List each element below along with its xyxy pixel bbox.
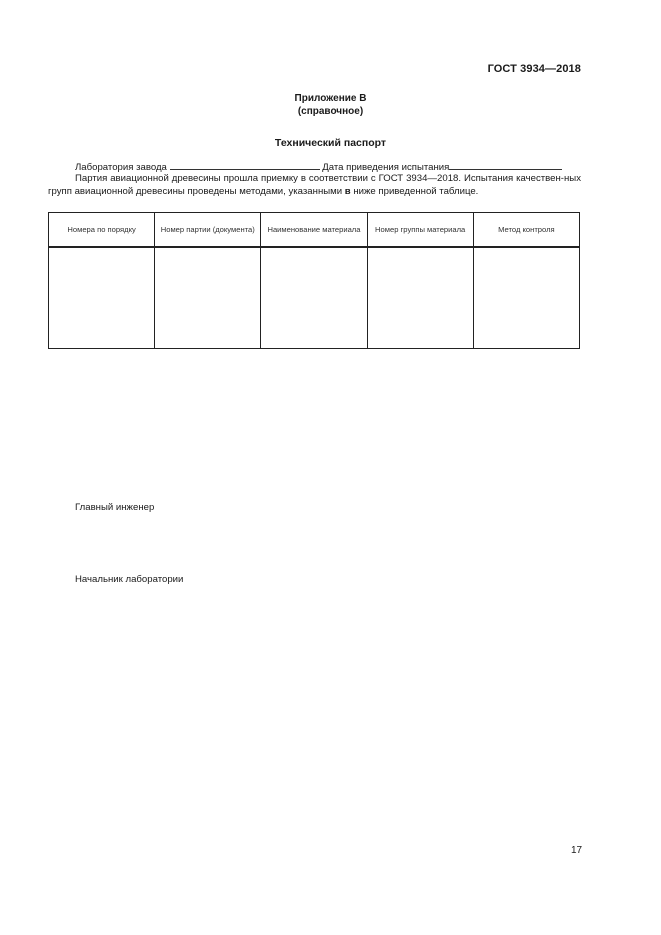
column-header: Номер партии (документа)	[155, 213, 261, 248]
column-header: Номера по порядку	[49, 213, 155, 248]
table-header-row	[49, 213, 580, 248]
acceptance-paragraph	[48, 172, 581, 198]
page-number: 17	[571, 845, 583, 856]
test-date-label: Дата приведения испытания	[322, 162, 450, 173]
lab-head-label: Начальник лаборатории	[75, 574, 184, 585]
table-cell	[367, 247, 473, 349]
document-title: Технический паспорт	[274, 137, 387, 149]
annex-title: Приложение В	[294, 93, 367, 104]
table-row	[49, 247, 580, 349]
column-header: Метод контроля	[473, 213, 579, 248]
passport-table	[48, 212, 580, 349]
table-cell	[155, 247, 261, 349]
annex-heading	[0, 92, 661, 118]
lab-label: Лаборатория завода	[75, 162, 167, 173]
table-cell	[473, 247, 579, 349]
paragraph-bold-word: в	[344, 186, 351, 197]
paragraph-end: ниже приведенной таблице.	[350, 186, 479, 197]
paragraph-text: Партия авиационной древесины прошла приемку в соответствии с ГОСТ 3934—2018. Испытания качествен-ных групп авиационной древесины проведены методами, указанными	[48, 173, 581, 197]
chief-engineer-label: Главный инженер	[75, 502, 155, 513]
test-date-blank-line	[449, 160, 562, 170]
column-header: Наименование материала	[261, 213, 367, 248]
lab-blank-line	[170, 160, 320, 170]
table-cell	[261, 247, 367, 349]
annex-type: (справочное)	[297, 106, 364, 117]
column-header: Номер группы материала	[367, 213, 473, 248]
document-code-header: ГОСТ 3934—2018	[487, 63, 581, 75]
table-cell	[49, 247, 155, 349]
